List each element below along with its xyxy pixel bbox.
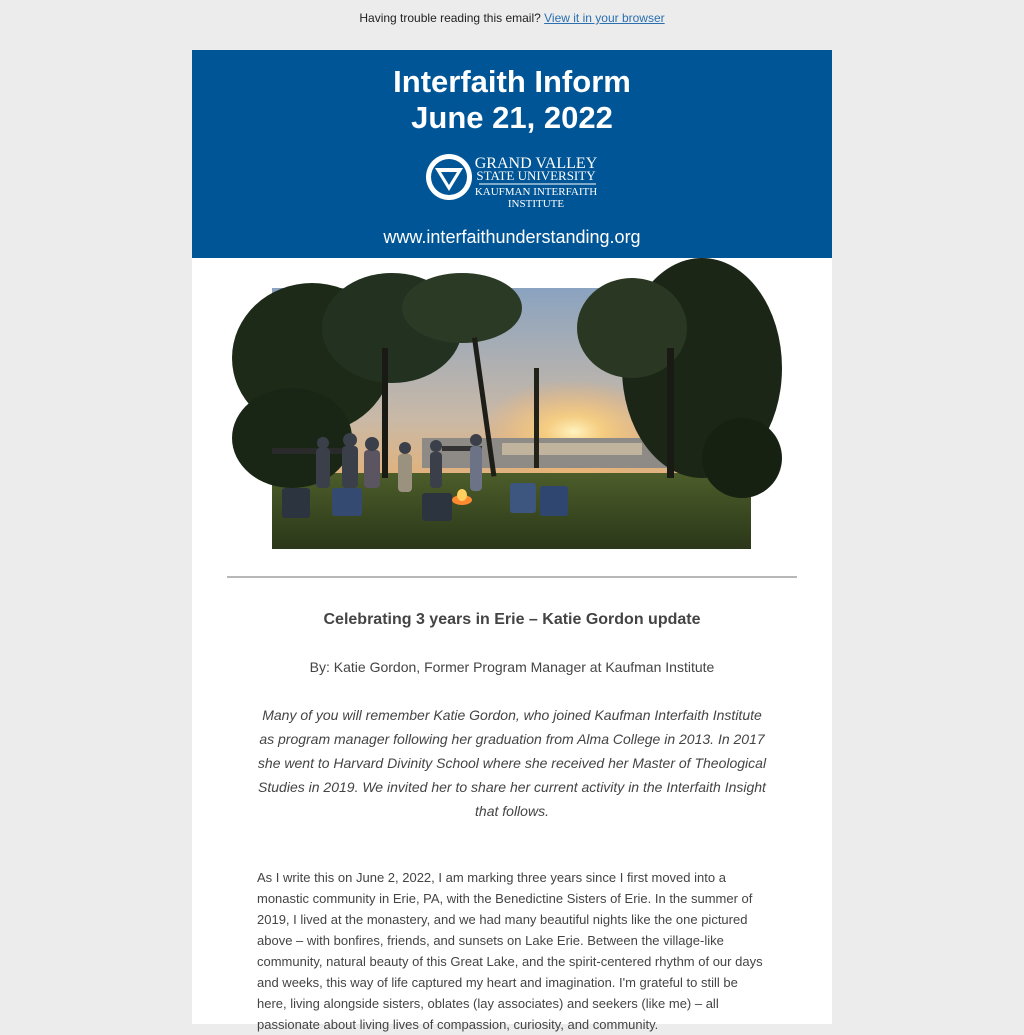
article-body: As I write this on June 2, 2022, I am marking three years since I first moved into a monastic community in Erie, PA, with the Benedictine Sisters of Erie. In the summer of 2019, I lived at the monastery, and we had many beautiful nights like the one pictured above – with bonfires, friends, and sunsets on Lake Erie. Between the village-like community, natural beauty of this Great Lake, and the spirit-centered rhythm of our days and weeks, this way of life captured my heart and imagination. I'm grateful to still be here, living alongside sisters, oblates (lay associates) and seekers (like me) – all passionate about living lives of compassion, curiosity, and community. xyxy=(257,870,763,1032)
view-in-browser-link[interactable]: View it in your browser xyxy=(544,11,665,25)
logo-line-1: GRAND VALLEY xyxy=(474,155,598,172)
newsletter-title-name: Interfaith Inform xyxy=(393,64,631,99)
section-divider xyxy=(227,576,797,578)
preheader-text: Having trouble reading this email? xyxy=(359,11,541,25)
article-headline: Celebrating 3 years in Erie – Katie Gordon update xyxy=(323,611,701,628)
bonfire-sunset-photo xyxy=(272,288,751,549)
article-intro: Many of you will remember Katie Gordon, who joined Kaufman Interfaith Institute as program manager following her graduation from Alma College in 2013. In 2017 she went to Harvard Divinity School where she received her Master of Theological Studies in 2019. We invited her to share her current activity in the Interfaith Insight that follows. xyxy=(257,707,767,819)
logo-line-4: INSTITUTE xyxy=(507,198,565,210)
newsletter-date: June 21, 2022 xyxy=(411,100,613,135)
website-link[interactable]: www.interfaithunderstanding.org xyxy=(383,227,641,247)
preheader xyxy=(0,0,1024,36)
newsletter-title xyxy=(192,64,832,136)
logo-line-2: STATE UNIVERSITY xyxy=(476,168,596,183)
gvsu-kaufman-logo[interactable] xyxy=(424,151,604,209)
email-header xyxy=(192,50,832,258)
article-byline: By: Katie Gordon, Former Program Manager at Kaufman Institute xyxy=(309,659,715,675)
email-container xyxy=(192,50,832,1032)
logo-line-3: KAUFMAN INTERFAITH xyxy=(474,186,598,198)
